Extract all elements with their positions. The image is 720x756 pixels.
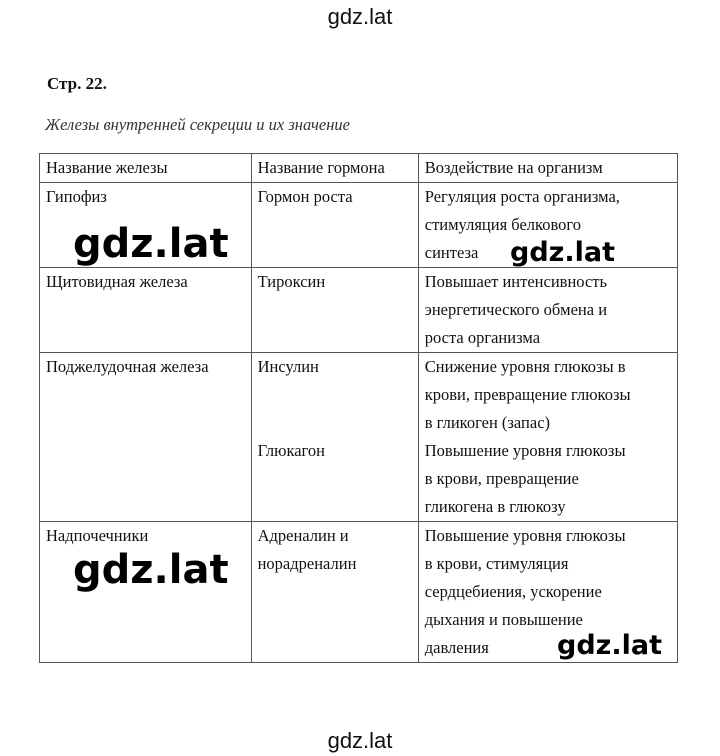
hormone-line: норадреналин xyxy=(257,554,357,573)
hormone-cell xyxy=(251,522,418,663)
watermark: gdz.lat xyxy=(73,547,229,593)
table-row xyxy=(40,353,678,522)
effect-line: в крови, стимуляция xyxy=(424,554,569,573)
effect-line: в крови, превращение xyxy=(424,469,579,488)
effect-cell xyxy=(418,268,677,353)
effect-line: гликогена в глюкозу xyxy=(424,497,566,516)
spacer xyxy=(258,381,412,437)
effect-line: синтеза xyxy=(424,243,479,262)
hormone-cell xyxy=(251,353,418,522)
header-effect: Воздействие на организм xyxy=(418,154,677,183)
header-gland: Название железы xyxy=(40,154,252,183)
watermark: gdz.lat xyxy=(510,237,616,268)
effect-line: крови, превращение глюкозы xyxy=(424,385,631,404)
effect-line: стимуляция белкового xyxy=(424,215,581,234)
effect-line: в гликоген (запас) xyxy=(424,413,551,432)
gland-cell: Надпочечники xyxy=(40,522,252,663)
watermark: gdz.lat xyxy=(73,221,229,267)
effect-line: роста организма xyxy=(424,328,541,347)
hormone-line: Глюкагон xyxy=(257,441,325,460)
effect-line: Повышает интенсивность xyxy=(424,272,607,291)
page-reference: Стр. 22. xyxy=(47,74,107,93)
site-header-watermark: gdz.lat xyxy=(327,4,393,29)
header-hormone: Название гормона xyxy=(251,154,418,183)
effect-line: дыхания и повышение xyxy=(424,610,583,629)
effect-line: энергетического обмена и xyxy=(424,300,608,319)
hormone-cell: Гормон роста xyxy=(251,183,418,268)
effect-line: Регуляция роста организма, xyxy=(424,187,620,206)
gland-cell: Щитовидная железа xyxy=(40,268,252,353)
watermark: gdz.lat xyxy=(557,630,663,661)
hormone-line: Инсулин xyxy=(257,357,319,376)
hormone-cell: Тироксин xyxy=(251,268,418,353)
table-header-row xyxy=(40,154,678,183)
effect-cell xyxy=(418,353,677,522)
gland-cell: Поджелудочная железа xyxy=(40,353,252,522)
effect-line: сердцебиения, ускорение xyxy=(424,582,602,601)
site-footer-watermark: gdz.lat xyxy=(327,728,393,753)
hormone-line: Адреналин и xyxy=(257,526,349,545)
effect-line: давления xyxy=(424,638,489,657)
gland-cell: Гипофиз xyxy=(40,183,252,268)
effect-line: Повышение уровня глюкозы xyxy=(424,526,626,545)
effect-line: Снижение уровня глюкозы в xyxy=(424,357,626,376)
table-caption: Железы внутренней секреции и их значение xyxy=(45,115,350,134)
effect-line: Повышение уровня глюкозы xyxy=(424,441,626,460)
table-row xyxy=(40,268,678,353)
